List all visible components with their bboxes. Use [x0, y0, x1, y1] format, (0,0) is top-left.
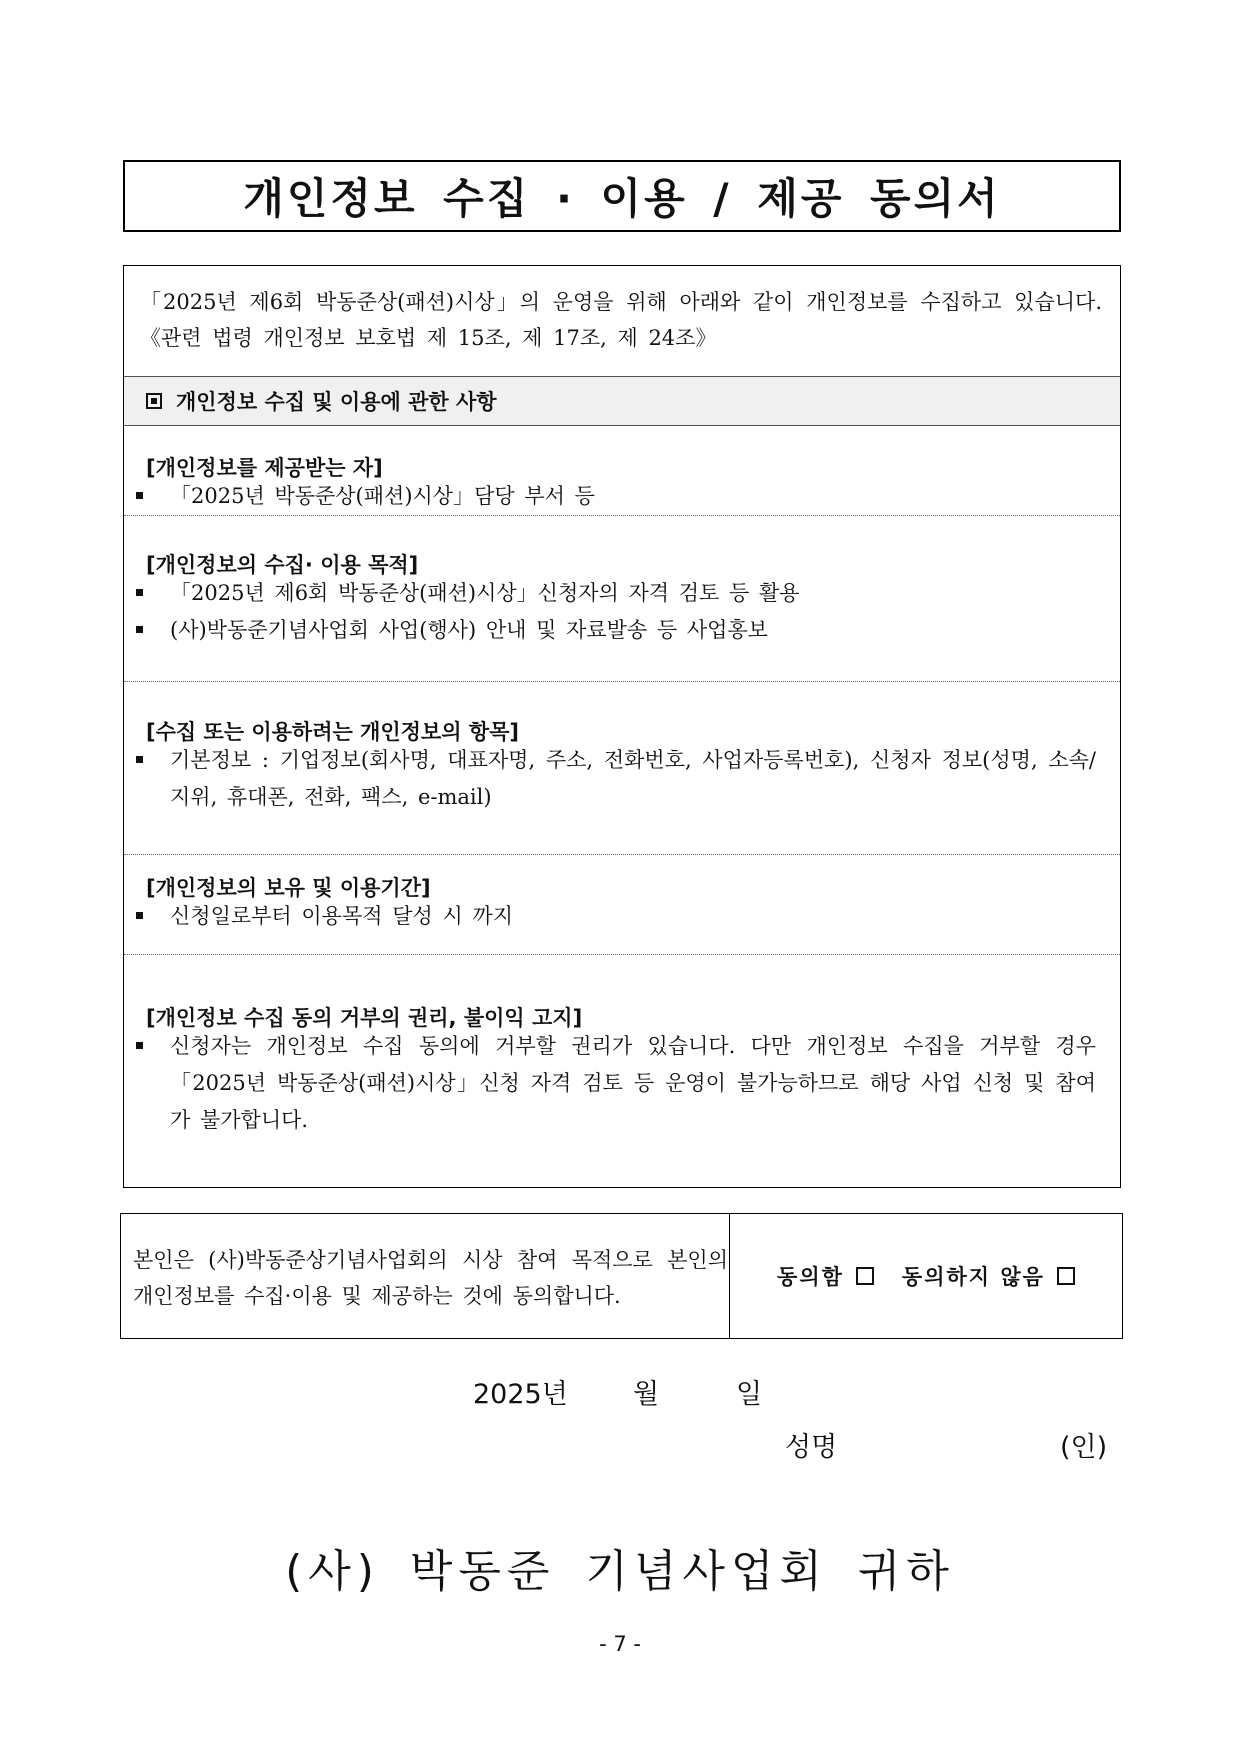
date-year: 2025년 [473, 1379, 568, 1410]
section-title: [수집 또는 이용하려는 개인정보의 항목] [146, 720, 520, 744]
date-day: 일 [736, 1379, 763, 1410]
section-retention [124, 854, 1120, 955]
disagree-checkbox[interactable] [1057, 1267, 1075, 1285]
bullet-icon [136, 492, 143, 499]
consent-statement: 본인은 (사)박동준상기념사업회의 시상 참여 목적으로 본인의 개인정보를 수집·이용 및 제공하는 것에 동의합니다. [133, 1248, 728, 1308]
name-label: 성명 [785, 1432, 838, 1463]
section-items [124, 681, 1120, 855]
list-item [136, 478, 1096, 515]
section-title: [개인정보의 수집· 이용 목적] [146, 553, 419, 577]
bullet-icon [136, 756, 143, 763]
section-title: [개인정보를 제공받는 자] [146, 456, 383, 480]
list-item-text: (사)박동준기념사업회 사업(행사) 안내 및 자료발송 등 사업홍보 [170, 618, 768, 642]
agree-label: 동의함 [777, 1265, 844, 1289]
list-item-text: 「2025년 제6회 박동준상(패션)시상」신청자의 자격 검토 등 활용 [170, 581, 800, 605]
bullet-icon [136, 1042, 143, 1049]
agree-option[interactable] [777, 1261, 874, 1291]
disagree-label: 동의하지 않음 [901, 1265, 1045, 1289]
recipient-line: (사) 박동준 기념사업회 귀하 [285, 1546, 955, 1597]
agree-checkbox[interactable] [856, 1267, 874, 1285]
disagree-option[interactable] [902, 1261, 1075, 1291]
list-item-text: 「2025년 박동준상(패션)시상」담당 부서 등 [170, 484, 595, 508]
intro-paragraph: 「2025년 제6회 박동준상(패션)시상」의 운영을 위해 아래와 같이 개인정보를 수집하고 있습니다.《관련 법령 개인정보 보호법 제 15조, 제 17조, 제 24조》 [140, 290, 1102, 350]
date-month: 월 [633, 1379, 660, 1410]
bullet-icon [136, 589, 143, 596]
title-box [123, 160, 1121, 232]
list-item [136, 898, 1096, 935]
list-item [136, 742, 1096, 816]
section-header-label: 개인정보 수집 및 이용에 관한 사항 [176, 390, 497, 414]
list-item-text: 신청자는 개인정보 수집 동의에 거부할 권리가 있습니다. 다만 개인정보 수집을 거부할 경우「2025년 박동준상(패션)시상」신청 자격 검토 등 운영이 불가능하므로 해당 사업 신청 및 참여가 불가합니다. [170, 1034, 1096, 1132]
bullet-icon [136, 626, 143, 633]
consent-box [120, 1213, 1123, 1339]
consent-details-table [123, 265, 1121, 1188]
section-refusal [124, 954, 1120, 1184]
bullet-icon [136, 912, 143, 919]
consent-options [730, 1214, 1122, 1338]
section-header [124, 376, 1120, 426]
section-title: [개인정보 수집 동의 거부의 권리, 불이익 고지] [146, 1006, 583, 1030]
list-item [136, 612, 1096, 649]
seal-label: (인) [1060, 1432, 1108, 1463]
list-item [136, 575, 1096, 612]
page-number: - 7 - [599, 1632, 641, 1656]
list-item [136, 1028, 1096, 1139]
section-recipients [124, 426, 1120, 516]
list-item-text: 신청일로부터 이용목적 달성 시 까지 [170, 904, 513, 928]
section-purpose [124, 515, 1120, 682]
section-title: [개인정보의 보유 및 이용기간] [146, 876, 431, 900]
square-bullet-icon [146, 393, 162, 409]
list-item-text: 기본정보 : 기업정보(회사명, 대표자명, 주소, 전화번호, 사업자등록번호), 신청자 정보(성명, 소속/지위, 휴대폰, 전화, 팩스, e-mail) [170, 748, 1096, 809]
page-title: 개인정보 수집 · 이용 / 제공 동의서 [243, 174, 1001, 223]
